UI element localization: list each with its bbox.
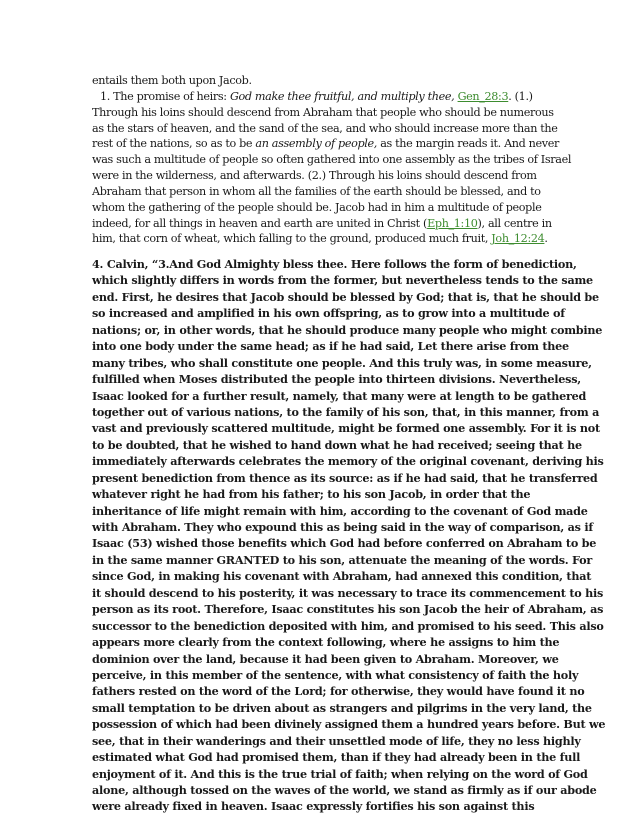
text-line: alone, although tossed on the waves of the world, we stand as firmly as if our abode	[92, 783, 597, 797]
text-run: .	[544, 232, 548, 246]
text-line: Through his loins should descend from Abraham that people who should be numerous	[92, 105, 554, 119]
text-line: as the stars of heaven, and the sand of the sea, and who should increase more than the	[92, 121, 558, 135]
text-line: Isaac (53) wished those benefits which God had before conferred on Abraham to be	[92, 536, 597, 551]
text-line: it should descend to his posterity, it was necessary to trace its commencement to his	[92, 585, 604, 600]
text-run: indeed, for all things in heaven and earth are united in Christ (	[92, 216, 428, 230]
text-line: fathers rested on the word of the Lord; for otherwise, they would have found it no	[92, 684, 585, 699]
scripture-link-eph-1-10[interactable]: Eph_1:10	[427, 216, 478, 230]
text-line: which slightly differs in words from the former, but nevertheless tends to the same	[92, 273, 593, 288]
text-line: dominion over the land, because it had been given to Abraham. Moreover, we	[92, 651, 559, 666]
text-line: small temptation to be driven about as strangers and pilgrims in the very land, the	[92, 700, 592, 715]
text-line: estimated what God had promised them, than if they had already been in the full	[92, 750, 581, 765]
text-line: in the same manner GRANTED to his son, attenuate the meaning of the words. For	[92, 552, 592, 567]
text-line: end. First, he desires that Jacob should be blessed by God; that is, that he should be	[92, 289, 599, 304]
text-line: so increased and amplified in his own offspring, as to grow into a multitude of	[92, 306, 565, 321]
text-line: with Abraham. They who expound this as being said in the way of comparison, as if	[92, 520, 593, 534]
text-run: rest of the nations, so as to be	[92, 137, 256, 151]
text-line: entails them both upon Jacob.	[92, 74, 252, 87]
text-line: Isaac looked for a further result, namely, that many were at length to be gathered	[92, 388, 587, 403]
text-line: successor to the benediction deposited with him, and promised to his seed. This also	[92, 618, 604, 633]
text-line: into one body under the same head; as if he had said, Let there arise from thee	[92, 339, 569, 354]
text-line: appears more clearly from the context following, where he assigns to him the	[92, 635, 560, 650]
text-line: present benediction from thence as its source: as if he had said, that he transferred	[92, 470, 598, 485]
text-line: whom the gathering of the people should be. Jacob had in him a multitude of people	[92, 200, 542, 214]
text-line: since God, in making his covenant with Abraham, had annexed this condition, that	[92, 569, 592, 584]
text-line: Abraham that person in whom all the families of the earth should be blessed, and to	[92, 184, 541, 198]
commentary-paragraph-henry	[92, 73, 572, 247]
text-line: were already fixed in heaven. Isaac expressly fortifies his son against this	[92, 799, 535, 814]
scripture-link-gen-28-3[interactable]: Gen_28:3	[457, 89, 509, 103]
text-line: perceive, in this member of the sentence, with what consistency of faith the holy	[92, 667, 579, 682]
text-line	[92, 231, 548, 247]
text-line: many tribes, who shall constitute one people. And this truly was, in some measure,	[92, 355, 592, 370]
text-line	[92, 136, 560, 152]
text-line: enjoyment of it. And this is the true trial of faith; when relying on the word of God	[92, 766, 588, 781]
text-line: see, that in their wanderings and their unsettled mode of life, they no less highly	[92, 733, 581, 748]
text-line: nations; or, in other words, that he should produce many people who might combine	[92, 322, 603, 337]
text-line: person as its root. Therefore, Isaac constitutes his son Jacob the heir of Abraham, as	[92, 602, 604, 617]
text-line: whatever right he had from his father; to his son Jacob, in order that the	[92, 487, 531, 502]
text-line: inheritance of life might remain with him, according to the covenant of God made	[92, 503, 588, 518]
text-run: him, that corn of wheat, which falling to the ground, produced much fruit,	[92, 232, 492, 246]
text-line	[92, 89, 542, 105]
text-run: ), all centre in	[477, 216, 552, 230]
commentary-paragraph-calvin	[92, 256, 606, 815]
text-line: together out of various nations, to the family of his son, that, in this manner, from a	[92, 404, 600, 419]
text-line: fulfilled when Moses distributed the people into thirteen divisions. Nevertheless,	[92, 372, 581, 387]
scripture-quote: God make thee fruitful, and multiply thee,	[229, 89, 455, 103]
italic-phrase: an assembly of people,	[255, 137, 378, 151]
text-line: were in the wilderness, and afterwards. (2.) Through his loins should descend from	[92, 169, 537, 183]
text-run: . (1.)	[508, 89, 533, 103]
scripture-link-joh-12-24[interactable]: Joh_12:24	[491, 232, 545, 246]
text-line: vast and previously scattered multitude, might be formed one assembly. For it is not	[92, 421, 600, 436]
text-run: as the margin reads it. And never	[377, 137, 560, 151]
text-line: possession of which had been divinely assigned them a hundred years before. But we	[92, 717, 606, 732]
text-line: to be doubted, that he wished to hand down what he had received; seeing that he	[92, 437, 582, 452]
text-run: 1. The promise of heirs:	[100, 89, 230, 103]
text-line: was such a multitude of people so often gathered into one assembly as the tribes of Israel	[92, 153, 572, 167]
text-line	[92, 216, 552, 232]
text-line: 4. Calvin, “3.And God Almighty bless thee. Here follows the form of benediction,	[92, 257, 577, 271]
text-line: immediately afterwards celebrates the memory of the original covenant, deriving his	[92, 454, 604, 469]
